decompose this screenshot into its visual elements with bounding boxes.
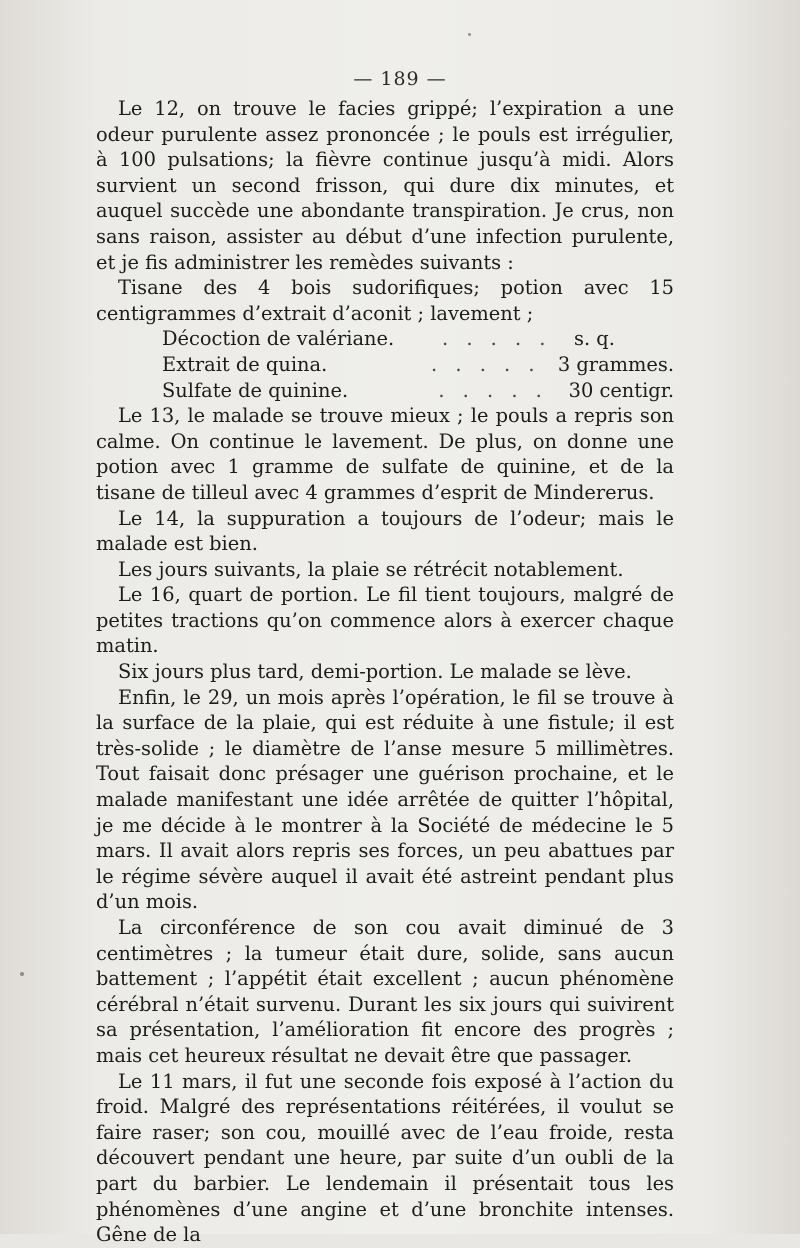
paragraph: Le 12, on trouve le facies grippé; l’expiration a une odeur purulente assez prononcée ; le pouls est irrégulier, à 100 pulsations; la fièvre continue jusqu’à midi. Alors survient un second frisson, qui dure dix minutes, et auquel succède une abondante transpiration. Je crus, non sans raison, assister au début d’une infection purulente, et je fis administrer les remèdes suivants : xyxy=(96,97,674,274)
drug-name: Extrait de quina. xyxy=(162,352,328,376)
prescription-row xyxy=(96,326,674,352)
prescription-row xyxy=(96,352,674,378)
body-text xyxy=(96,96,674,1248)
paragraph: Le 13, le malade se trouve mieux ; le pouls a repris son calme. On continue le lavement. De plus, on donne une potion avec 1 gramme de sulfate de quinine, et de la tisane de tilleul avec 4 grammes d’esprit de Mindererus. xyxy=(96,404,674,504)
paragraph: Le 16, quart de portion. Le fil tient toujours, malgré de petites tractions qu’on commence alors à exercer chaque matin. xyxy=(96,583,674,658)
leader-dots: . . . . . xyxy=(442,327,552,351)
paragraph: La circonférence de son cou avait diminué de 3 centimètres ; la tumeur était dure, solide, sans aucun battement ; l’appétit était excellent ; aucun phénomène cérébral n’était survenu. Durant les six jours qui suivirent sa présentation, l’amélioration fit encore des progrès ; mais cet heureux résultat ne devait être que passager. xyxy=(96,916,674,1067)
drug-dose: 30 centigr. xyxy=(568,378,674,402)
drug-name: Décoction de valériane. xyxy=(162,327,395,351)
page-number: — 189 — xyxy=(353,68,447,90)
drug-dose: 3 grammes. xyxy=(557,352,674,376)
drug-name: Sulfate de quinine. xyxy=(162,378,349,402)
ink-speck xyxy=(468,33,471,36)
paragraph: Enfin, le 29, un mois après l’opération, le fil se trouve à la surface de la plaie, qui est réduite à une fistule; il est très-solide ; le diamètre de l’anse mesure 5 millimètres. Tout faisait donc présager une guérison prochaine, et le malade manifestant une idée arrêtée de quitter l’hôpital, je me décide à le montrer à la Société de médecine le 5 mars. Il avait alors repris ses forces, un peu abattues par le régime sévère auquel il avait été astreint pendant plus d’un mois. xyxy=(96,685,674,914)
leader-dots: . . . . . xyxy=(438,378,548,402)
ink-speck xyxy=(20,972,24,976)
leader-dots: . . . . . xyxy=(431,352,541,376)
paragraph: Six jours plus tard, demi-portion. Le malade se lève. xyxy=(118,660,632,684)
paragraph: Les jours suivants, la plaie se rétrécit notablement. xyxy=(118,557,624,581)
prescription-row xyxy=(96,378,674,404)
paragraph: Le 14, la suppuration a toujours de l’odeur; mais le malade est bien. xyxy=(96,506,674,556)
prescription-list xyxy=(96,326,674,403)
paragraph: Tisane des 4 bois sudorifiques; potion avec 15 centigrammes d’extrait d’aconit ; lavement ; xyxy=(96,276,674,325)
drug-dose: s. q. xyxy=(574,327,615,351)
paragraph: Le 11 mars, il fut une seconde fois exposé à l’action du froid. Malgré des représentations réitérées, il voulut se faire raser; son cou, mouillé avec de l’eau froide, resta découvert pendant une heure, par suite d’un oubli de la part du barbier. Le lendemain il présentait tous les phénomènes d’une angine et d’une bronchite intenses. Gêne de la xyxy=(96,1069,674,1247)
